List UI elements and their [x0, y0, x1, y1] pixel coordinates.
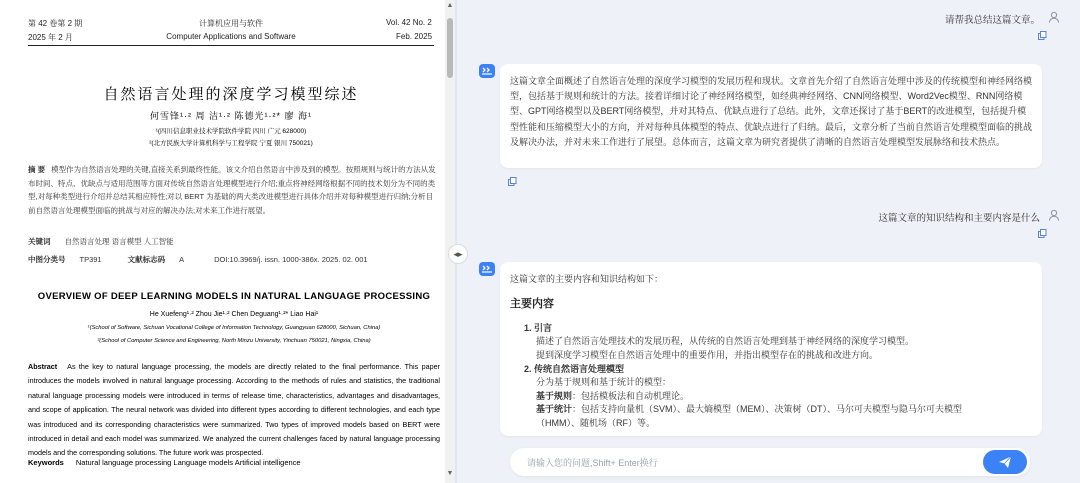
assistant-message-1: [500, 64, 1042, 168]
section-heading: 主要内容: [510, 298, 554, 310]
copy-icon[interactable]: [1038, 229, 1047, 238]
abstract-text-cn: 模型作为自然语言处理的关键,直接关系到最终性能。该文介绍自然语言中涉及到的模型。按照规则与统计的方法从发布时间、特点、优缺点与适用范围等方面对传统自然语言处理模型进行介绍;重点将神经网络根据不同的技术划分为不同的类型,对每种类型进行介绍并总结其相应特性;对以 BERT 为基础的两大类改进模型进行具体介绍并对每种模型进行归纳;分析目前自然语言处理模型面临的挑战与对应的解决办法;对未来工作进行展望。: [28, 165, 436, 215]
doc-code-value: A: [179, 255, 185, 264]
doi: DOI:10.3969/j. issn. 1000-386x. 2025. 02. 001: [214, 255, 368, 264]
paper-authors-en: He Xuefeng¹·² Zhou Jie¹·² Chen Deguang¹·²* Liao Hai¹: [149, 311, 319, 318]
chat-input-placeholder: 请输入您的问题,Shift+ Enter换行: [527, 458, 658, 468]
chat-input[interactable]: [510, 448, 1030, 476]
journal-issue: 第 42 卷第 2 期: [28, 19, 83, 28]
assistant-message-1-text: 这篇文章全面概述了自然语言处理的深度学习模型的发展历程和现状。文章首先介绍了自然语言处理中涉及的传统模型和神经网络模型，包括基于规则和统计的方法。接着详细讨论了神经网络模型，如经典神经网络、CNN网络模型、Word2Vec模型、RNN网络模型、GPT网络模型以及BERT网络模型，并对其特点、优缺点进行了总结。此外，文章还探讨了基于BERT的改进模型，包括提升模型性能和压缩模型大小的方向，并对每种具体模型的特点、优缺点进行了归纳。最后，文章分析了当前自然语言处理模型面临的挑战及解决办法，并对未来工作进行了展望。总体而言，这篇文章为研究者提供了清晰的自然语言处理模型发展脉络和技术热点。: [510, 76, 1033, 147]
user-avatar-icon: [1048, 11, 1060, 23]
paper-title-en: OVERVIEW OF DEEP LEARNING MODELS IN NATURAL LANGUAGE PROCESSING: [37, 291, 431, 302]
pdf-viewer[interactable]: [0, 0, 455, 483]
affiliation-2-en: ²(School of Computer Science and Engineering, North Minzu University, Yinchuan 750021, Ningxia, China): [97, 338, 371, 344]
keywords-label-cn: 关键词: [28, 237, 51, 246]
section-line: 分为基于规则和基于统计的模型：: [536, 377, 672, 388]
user-message-1: 请帮我总结这篇文章。: [944, 15, 1040, 26]
paper-title-cn: 自然语言处理的深度学习模型综述: [103, 86, 359, 103]
section-line: [536, 390, 1032, 404]
keywords-label-en: Keywords: [28, 458, 64, 467]
affiliation-1-cn: ¹(四川信息职业技术学院软件学院 四川 广元 628000): [155, 128, 307, 135]
section-line: 描述了自然语言处理技术的发展历程，从传统的自然语言处理到基于神经网络的深度学习模型。: [536, 336, 915, 346]
user-message-2: 这篇文章的知识结构和主要内容是什么: [878, 213, 1040, 224]
collapse-panel-icon[interactable]: ◂▸: [448, 244, 468, 264]
copy-icon[interactable]: [508, 177, 517, 186]
classification-row: [28, 254, 368, 265]
assistant-message-2: [500, 262, 1042, 436]
header-rule: [28, 45, 434, 46]
paper-authors-cn: 何雪锋¹·² 周 洁¹·² 陈德光¹·²* 廖 海¹: [150, 111, 312, 121]
section-line-text: ：包括模板法和自动机理论。: [572, 390, 690, 401]
abstract-label-en: Abstract: [28, 362, 58, 371]
section-line-bold: 基于规则: [536, 390, 573, 401]
send-button[interactable]: [983, 450, 1027, 474]
journal-month: Feb. 2025: [396, 32, 433, 41]
assistant-avatar-icon: [479, 64, 495, 78]
journal-volume: Vol. 42 No. 2: [386, 18, 432, 27]
assistant-avatar-icon: [479, 262, 495, 276]
clc-label: 中图分类号: [28, 255, 66, 264]
journal-name-en: Computer Applications and Software: [166, 32, 296, 41]
abstract-cn: [28, 163, 440, 217]
section-title: 2. 传统自然语言处理模型: [524, 364, 625, 375]
scroll-down-icon[interactable]: ▼: [446, 470, 454, 477]
content-section-2: [524, 362, 1032, 430]
section-line-bold: 基于统计: [536, 404, 573, 415]
keywords-cn: [28, 236, 174, 247]
journal-date: 2025 年 2 月: [28, 33, 73, 42]
abstract-label-cn: 摘 要: [28, 165, 46, 174]
pdf-scroll-thumb[interactable]: [447, 18, 453, 78]
section-line: [536, 403, 1032, 417]
journal-name-cn: 计算机应用与软件: [199, 19, 263, 28]
section-line-text: ：包括支持向量机（SVM）、最大熵模型（MEM）、决策树（DT）、马尔可夫模型与隐马尔可夫模型: [572, 404, 963, 415]
copy-icon[interactable]: [1038, 31, 1047, 40]
doc-code-label: 文献标志码: [127, 255, 166, 264]
send-icon: [983, 450, 1027, 474]
keywords-text-cn: 自然语言处理 语言模型 人工智能: [64, 237, 174, 246]
affiliation-1-en: ¹(School of Software, Sichuan Vocational College of Information Technology, Guangyuan 628000, Sichuan, China): [87, 325, 381, 331]
section-title: 1. 引言: [524, 323, 553, 333]
abstract-text-en: As the key to natural language processing, the models are directly related to the final performance. This paper introduces the models involved in natural language processing. According to the methods of rules and statistics, the traditional natural language processing models were introduced in terms of release time, characteristics, advantages and disadvantages, and scope of application. The neural network was divided into different types according to different technologies, and each type was introduced and its corresponding characteristics were summarized. Two types of improved models based on BERT were introduced in detail and each model was summarized. We analyzed the current challenges faced by natural language processing models and the corresponding solutions. The future work was prospected.: [28, 362, 440, 458]
affiliation-2-cn: ²(北方民族大学计算机科学与工程学院 宁夏 银川 750021): [149, 140, 313, 147]
clc-value: TP391: [79, 255, 102, 264]
assistant-message-2-intro: 这篇文章的主要内容和知识结构如下：: [510, 274, 664, 284]
user-avatar-icon: [1048, 209, 1060, 221]
keywords-text-en: Natural language processing Language models Artificial intelligence: [75, 458, 301, 467]
abstract-en: [28, 360, 440, 461]
panel-divider[interactable]: [455, 0, 457, 483]
content-section-1: [524, 321, 1032, 362]
section-line: （HMM）、随机场（RF）等。: [536, 417, 655, 428]
scroll-up-icon[interactable]: ▲: [446, 2, 454, 9]
section-line: 提到深度学习模型在自然语言处理中的重要作用，并指出模型存在的挑战和改进方向。: [536, 349, 879, 360]
keywords-en: [28, 458, 301, 467]
